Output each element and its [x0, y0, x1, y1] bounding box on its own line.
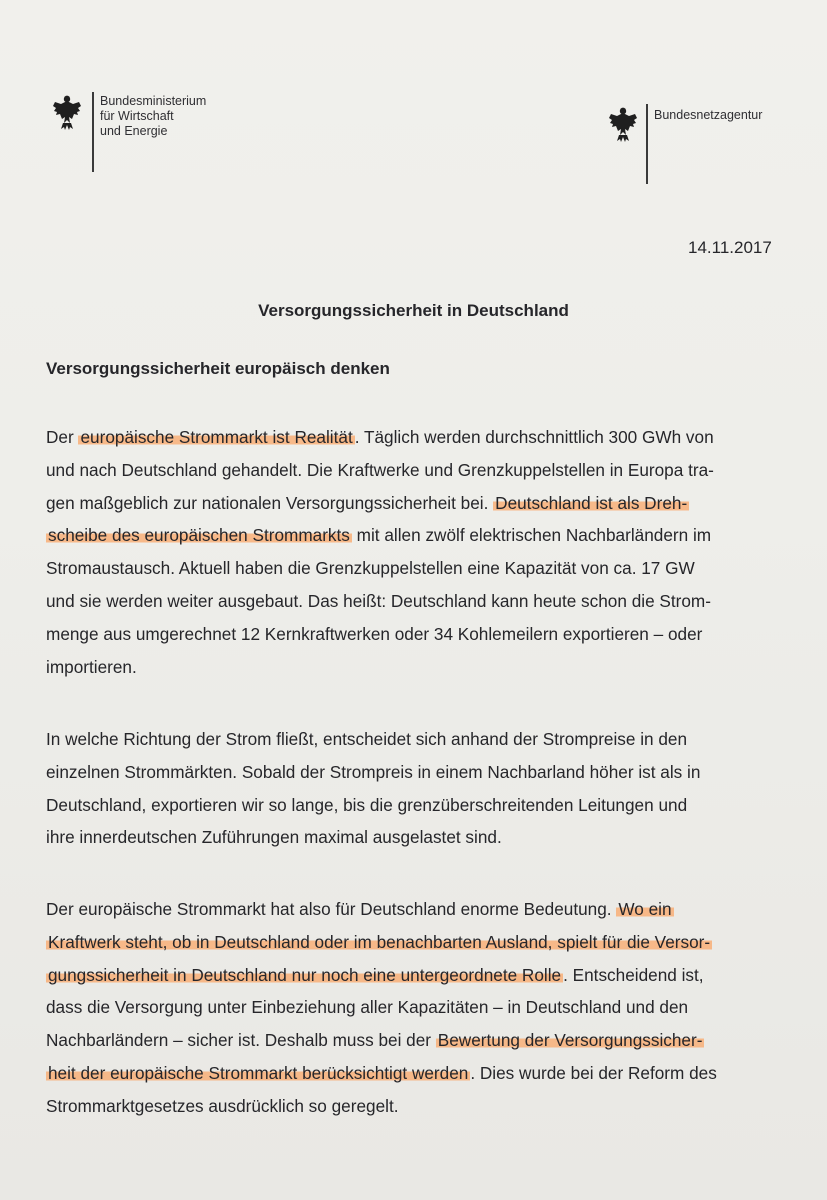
text-line — [46, 1024, 788, 1057]
ministry-name-line-3: und Energie — [100, 124, 168, 138]
federal-eagle-icon — [608, 104, 638, 144]
highlighted-text: Bewertung der Versorgungssicher- — [437, 1030, 703, 1051]
federal-eagle-icon — [52, 92, 82, 132]
text-line — [46, 893, 788, 926]
highlighted-text: europäische Strommarkt ist Realität — [80, 427, 353, 447]
text-line: importieren. — [46, 656, 137, 677]
text-line — [46, 1057, 788, 1090]
highlighted-text: Deutschland ist als Dreh- — [495, 492, 688, 513]
text-line: Strommarktgesetzes ausdrücklich so geregelt. — [46, 1095, 399, 1116]
text-run: gen maßgeblich zur nationalen Versorgungssicherheit bei. — [46, 492, 494, 513]
text-line: Deutschland, exportieren wir so lange, bis die grenzüberschreitenden Leitungen und — [46, 794, 688, 815]
ministry-logo — [52, 92, 232, 182]
text-line: und nach Deutschland gehandelt. Die Kraftwerke und Grenzkuppelstellen in Europa tra- — [46, 459, 714, 480]
logo-divider — [92, 92, 94, 172]
section-title: Versorgungssicherheit europäisch denken — [46, 359, 390, 378]
text-line — [46, 487, 788, 520]
highlighted-text: Wo ein — [618, 899, 672, 919]
text-run: Nachbarländern – sicher ist. Deshalb muss bei der — [46, 1030, 436, 1051]
agency-name-line-1: Bundesnetzagentur — [654, 108, 763, 122]
text-line — [46, 421, 788, 454]
highlighted-text: Kraftwerk steht, ob in Deutschland oder im benachbarten Ausland, spielt für die Versor- — [48, 931, 711, 952]
text-line — [46, 519, 788, 552]
ministry-name — [100, 94, 206, 139]
text-line — [46, 959, 788, 992]
paragraph-3 — [46, 893, 788, 1123]
paragraph-2 — [46, 723, 788, 854]
text-line — [46, 926, 788, 959]
paragraph-1 — [46, 421, 788, 683]
text-run: Der — [46, 427, 79, 447]
document-title: Versorgungssicherheit in Deutschland — [258, 301, 569, 320]
text-run: Der europäische Strommarkt hat also für Deutschland enorme Bedeutung. — [46, 899, 617, 919]
agency-logo — [608, 104, 788, 188]
text-run: . Entscheidend ist, — [563, 964, 704, 985]
text-run: . Täglich werden durchschnittlich 300 GWh von — [354, 427, 714, 447]
document-date: 14.11.2017 — [688, 238, 772, 257]
text-line: In welche Richtung der Strom fließt, entscheidet sich anhand der Strompreise in den — [46, 729, 688, 749]
text-line: ihre innerdeutschen Zuführungen maximal ausgelastet sind. — [46, 827, 502, 848]
text-line: Stromaustausch. Aktuell haben die Grenzkuppelstellen eine Kapazität von ca. 17 GW — [46, 558, 695, 579]
ministry-name-line-1: Bundesministerium — [100, 94, 207, 108]
text-run: . Dies wurde bei der Reform des — [470, 1062, 717, 1083]
logo-divider — [646, 104, 648, 184]
text-line: und sie werden weiter ausgebaut. Das heißt: Deutschland kann heute schon die Strom- — [46, 590, 711, 611]
ministry-name-line-2: für Wirtschaft — [100, 109, 174, 123]
text-line: menge aus umgerechnet 12 Kernkraftwerken oder 34 Kohlemeilern exportieren – oder — [46, 623, 703, 644]
text-run: mit allen zwölf elektrischen Nachbarländern im — [351, 525, 712, 546]
highlighted-text: gungssicherheit in Deutschland nur noch eine untergeordnete Rolle — [48, 964, 562, 985]
text-line: dass die Versorgung unter Einbeziehung aller Kapazitäten – in Deutschland und den — [46, 997, 689, 1018]
highlighted-text: heit der europäische Strommarkt berücksichtigt werden — [48, 1062, 469, 1083]
text-line: einzelnen Strommärkten. Sobald der Strompreis in einem Nachbarland höher ist als in — [46, 761, 701, 782]
agency-name — [654, 108, 762, 123]
highlighted-text: scheibe des europäischen Strommarkts — [48, 525, 350, 546]
